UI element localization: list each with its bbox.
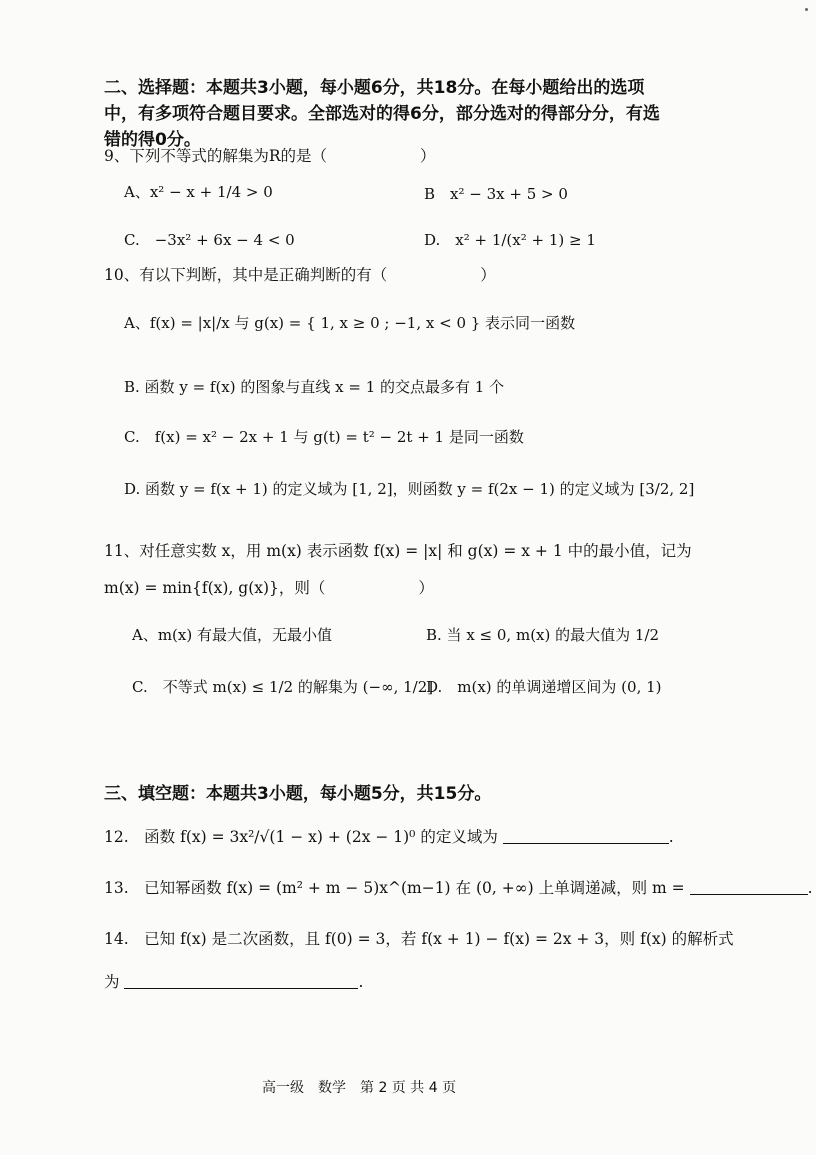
q10-option-b: B. 函数 y = f(x) 的图象与直线 x = 1 的交点最多有 1 个 xyxy=(124,378,505,396)
q10-stem: 10、有以下判断，其中是正确判断的有（ ） xyxy=(104,266,496,284)
q14-text: 为 xyxy=(104,973,120,991)
q11-option-b: B. 当 x ≤ 0, m(x) 的最大值为 1/2 xyxy=(426,626,660,644)
section2-heading-line1: 二、选择题：本题共3小题，每小题6分，共18分。在每小题给出的选项 xyxy=(104,78,645,98)
q12-answer-blank[interactable] xyxy=(503,843,669,844)
q9-option-c: C. −3x² + 6x − 4 < 0 xyxy=(124,231,295,249)
q9-option-b: B x² − 3x + 5 > 0 xyxy=(424,185,568,203)
q9-option-d: D. x² + 1/(x² + 1) ≥ 1 xyxy=(424,231,596,249)
q11-option-a: A、m(x) 有最大值，无最小值 xyxy=(132,626,332,644)
q13-answer-blank[interactable] xyxy=(690,894,808,895)
q10-option-c: C. f(x) = x² − 2x + 1 与 g(t) = t² − 2t + 1 是同一函数 xyxy=(124,428,524,446)
q13-text: 13. 已知幂函数 f(x) = (m² + m − 5)x^(m−1) 在 (0, +∞) 上单调递减，则 m = xyxy=(104,879,685,897)
q11-option-d: D. m(x) 的单调递增区间为 (0, 1) xyxy=(426,678,662,696)
q14-line2: 为 . xyxy=(104,973,364,991)
q11-option-c: C. 不等式 m(x) ≤ 1/2 的解集为 (−∞, 1/2] xyxy=(132,678,434,696)
q9-stem: 9、下列不等式的解集为R的是（ ） xyxy=(104,147,436,165)
section3-heading: 三、填空题：本题共3小题，每小题5分，共15分。 xyxy=(104,784,492,804)
section2-heading-line3: 错的得0分。 xyxy=(104,130,201,150)
scan-speck xyxy=(805,8,808,11)
q11-stem-line2: m(x) = min{f(x), g(x)}，则（ ） xyxy=(104,579,434,597)
page-footer: 高一级 数学 第 2 页 共 4 页 xyxy=(262,1080,457,1096)
q9-option-a: A、x² − x + 1/4 > 0 xyxy=(124,183,273,201)
section2-heading-line2: 中，有多项符合题目要求。全部选对的得6分，部分选对的得部分分，有选 xyxy=(104,104,660,124)
q10-option-a: A、f(x) = |x|/x 与 g(x) = { 1, x ≥ 0 ; −1, x < 0 } 表示同一函数 xyxy=(124,314,576,332)
q14-line1: 14. 已知 f(x) 是二次函数，且 f(0) = 3，若 f(x + 1) − f(x) = 2x + 3，则 f(x) 的解析式 xyxy=(104,930,734,948)
q10-option-d: D. 函数 y = f(x + 1) 的定义域为 [1, 2]，则函数 y = f(2x − 1) 的定义域为 [3/2, 2] xyxy=(124,480,695,498)
q12-text: 12. 函数 f(x) = 3x²/√(1 − x) + (2x − 1)⁰ 的定义域为 xyxy=(104,828,498,846)
q14-answer-blank[interactable] xyxy=(124,988,358,989)
q11-stem-line1: 11、对任意实数 x，用 m(x) 表示函数 f(x) = |x| 和 g(x) = x + 1 中的最小值，记为 xyxy=(104,542,692,560)
q13-line: 13. 已知幂函数 f(x) = (m² + m − 5)x^(m−1) 在 (0, +∞) 上单调递减，则 m = . xyxy=(104,879,813,897)
q12-line: 12. 函数 f(x) = 3x²/√(1 − x) + (2x − 1)⁰ 的定义域为 . xyxy=(104,828,674,846)
